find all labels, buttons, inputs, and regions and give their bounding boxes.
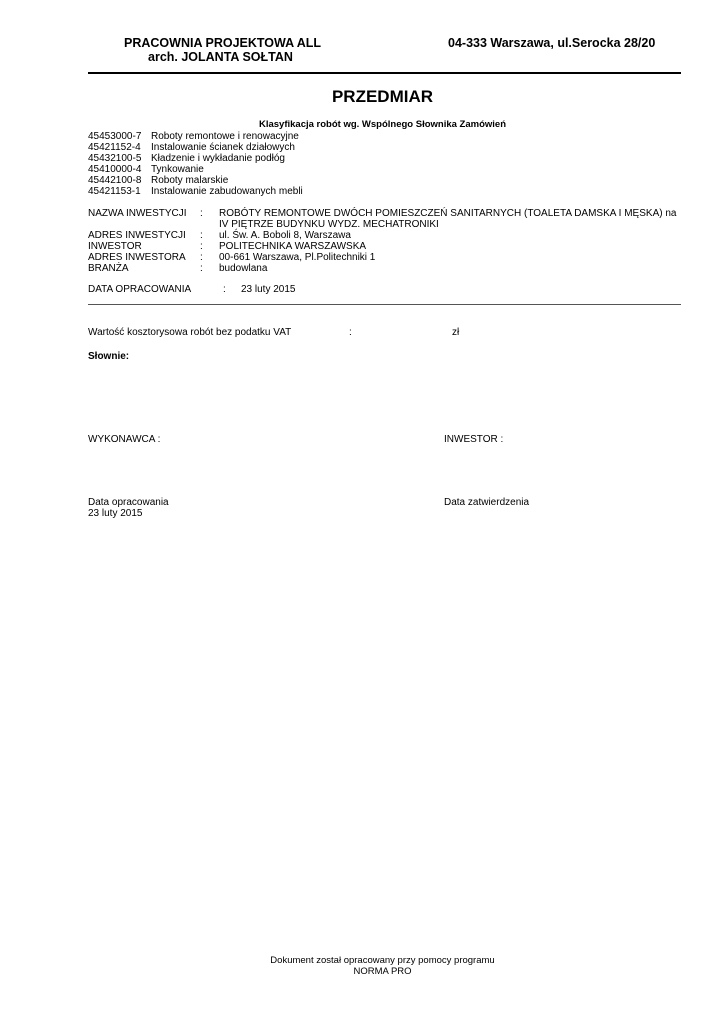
classification-list <box>88 131 303 197</box>
investor-address-value: 00-661 Warszawa, Pl.Politechniki 1 <box>219 252 376 263</box>
section-divider <box>88 304 681 305</box>
company-architect: arch. JOLANTA SOŁTAN <box>148 50 293 64</box>
cpv-code: 45453000-7 <box>88 131 142 142</box>
cpv-label: Roboty remontowe i renowacyjne <box>151 131 299 142</box>
separator: : <box>200 241 203 252</box>
cpv-code: 45432100-5 <box>88 153 142 164</box>
prepared-date-label: Data opracowania <box>88 497 169 508</box>
cpv-code: 45442100-8 <box>88 175 142 186</box>
investment-name-line1: ROBÓTY REMONTOWE DWÓCH POMIESZCZEŃ SANITARNYCH (TOALETA DAMSKA I MĘSKA) na <box>219 208 677 219</box>
branch-value: budowlana <box>219 263 268 274</box>
investor-signature-label: INWESTOR : <box>444 434 504 445</box>
investment-address-row <box>88 230 676 241</box>
branch-row <box>88 263 676 274</box>
separator: : <box>223 284 226 295</box>
list-item <box>88 142 303 153</box>
company-name: PRACOWNIA PROJEKTOWA ALL <box>124 36 321 50</box>
cpv-code: 45410000-4 <box>88 164 142 175</box>
cpv-label: Instalowanie ścianek działowych <box>151 142 295 153</box>
investor-value: POLITECHNIKA WARSZAWSKA <box>219 241 367 252</box>
cpv-label: Instalowanie zabudowanych mebli <box>151 186 303 197</box>
investment-address-label: ADRES INWESTYCJI <box>88 230 186 241</box>
investment-name-row <box>88 208 676 230</box>
classification-heading: Klasyfikacja robót wg. Wspólnego Słownika Zamówień <box>258 119 507 130</box>
cpv-label: Tynkowanie <box>151 164 204 175</box>
separator: : <box>200 230 203 241</box>
investment-name-line2: IV PIĘTRZE BUDYNKU WYDZ. MECHATRONIKI <box>219 219 439 230</box>
cpv-label: Kładzenie i wykładanie podłóg <box>151 153 285 164</box>
investment-details <box>88 208 676 274</box>
date-value: 23 luty 2015 <box>241 284 296 295</box>
page-title: PRZEDMIAR <box>331 87 434 106</box>
date-row <box>88 284 296 295</box>
list-item <box>88 153 303 164</box>
investment-name-label: NAZWA INWESTYCJI <box>88 208 187 219</box>
cost-label: Wartość kosztorysowa robót bez podatku VAT <box>88 327 292 338</box>
branch-label: BRANŻA <box>88 263 129 274</box>
header-divider <box>88 72 681 74</box>
separator: : <box>200 208 203 219</box>
list-item <box>88 175 303 186</box>
separator: : <box>200 263 203 274</box>
company-address: 04-333 Warszawa, ul.Serocka 28/20 <box>448 36 656 50</box>
investor-address-row <box>88 252 676 263</box>
prepared-date-value: 23 luty 2015 <box>88 508 143 519</box>
date-label: DATA OPRACOWANIA <box>88 284 192 295</box>
investment-address-value: ul. Św. A. Boboli 8, Warszawa <box>219 230 351 241</box>
cost-separator: : <box>349 327 352 338</box>
list-item <box>88 186 303 197</box>
investor-label: INWESTOR <box>88 241 142 252</box>
list-item <box>88 164 303 175</box>
cpv-code: 45421153-1 <box>88 186 141 197</box>
list-item <box>88 131 303 142</box>
in-words-label: Słownie: <box>88 351 130 362</box>
cpv-code: 45421152-4 <box>88 142 141 153</box>
approved-date-label: Data zatwierdzenia <box>444 497 530 508</box>
footer-line2: NORMA PRO <box>353 966 412 977</box>
investor-address-label: ADRES INWESTORA <box>88 252 186 263</box>
contractor-label: WYKONAWCA : <box>88 434 161 445</box>
footer-line1: Dokument został opracowany przy pomocy programu <box>270 955 495 966</box>
investor-row <box>88 241 676 252</box>
separator: : <box>200 252 203 263</box>
cpv-label: Roboty malarskie <box>151 175 229 186</box>
cost-currency: zł <box>452 327 460 338</box>
investment-name-value <box>219 208 676 230</box>
